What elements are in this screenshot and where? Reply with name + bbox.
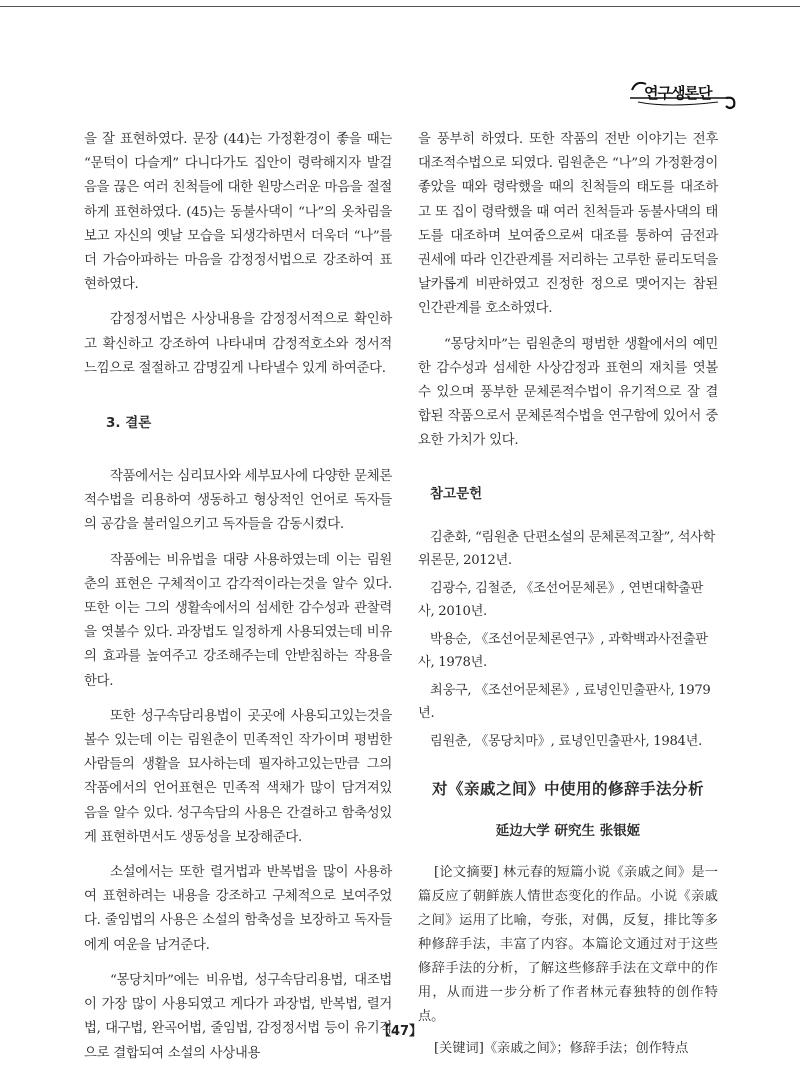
reference-item: 김춘화, “림원춘 단편소설의 문체론적고찰”, 석사학위론문, 2012년. <box>418 529 716 569</box>
reference-item: 림원춘, 《몽당치마》, 료녕인민출판사, 1984년. <box>430 733 702 749</box>
paragraph: “몽당치마”는 림원춘의 평범한 생활에서의 예민한 감수성과 섬세한 사상감정과 표현의 재치를 엿볼수 있으며 풍부한 문체론적수법이 유기적으로 잘 결합된 작품으로서 문체론적수법을 연구함에 있어서 중요한 가치가 있다. <box>418 336 718 449</box>
page-number: 【47】 <box>377 1024 423 1039</box>
chinese-abstract-author: 延边大学 研究生 张银姬 <box>495 823 641 840</box>
logo-text: 연구생론단 <box>644 84 712 102</box>
paragraph: 소설에서는 또한 렬거법과 반복법을 많이 사용하여 표현하려는 내용을 강조하고 구체적으로 보여주었다. 줄임법의 사용은 소설의 함축성을 보장하고 독자들에게 여운을 남겨준다. <box>84 865 392 953</box>
right-column <box>418 128 718 1069</box>
reference-item: 박용순, 《조선어문체론연구》, 과학백과사전출판사, 1978년. <box>418 631 708 671</box>
paragraph: 을 풍부히 하였다. 또한 작품의 전반 이야기는 전후 대조적수법으로 되였다. 림원춘은 “나”의 가정환경이 좋았을 때와 령락했을 때의 친척들의 태도를 대조하고 또 집이 령락했을 때 여러 친척들과 동불사댁의 태도를 대조하며 보여줌으로써 대조를 통하여 금전과 권세에 따라 인간관계를 저리하는 고루한 륜리도덕을 날카롭게 비판하였고 진정한 정으로 맺어지는 참된 인간관계를 호소하였다. <box>418 132 718 317</box>
chinese-abstract-title: 对《亲戚之间》中使用的修辞手法分析 <box>431 779 704 799</box>
section-heading: 3. 결론 <box>106 415 152 432</box>
left-column <box>84 128 392 1077</box>
reference-item: 최웅구, 《조선어문체론》, 료녕인민출판사, 1979년. <box>418 682 711 722</box>
top-rule <box>0 6 800 7</box>
references-heading: 참고문헌 <box>430 485 483 502</box>
paragraph: “몽당치마”에는 비유법, 성구속담리용법, 대조법이 가장 많이 사용되였고 게다가 과장법, 반복법, 렬거법, 대구법, 완곡어법, 줄임법, 감정정서법 등이 유기적으로 결합되여 소설의 사상내용 <box>84 972 392 1061</box>
paragraph: 작품에는 비유법을 대량 사용하였는데 이는 림원춘의 표현은 구체적이고 감각적이라는것을 알수 있다. 또한 이는 그의 생활속에서의 섬세한 감수성과 관찰력을 엿볼수 있다. 과장법도 일정하게 사용되였는데 비유의 효과를 높여주고 강조해주는데 안받침하는 작용을 한다. <box>84 552 392 689</box>
paragraph: 또한 성구속담리용법이 곳곳에 사용되고있는것을 볼수 있는데 이는 림원춘이 민족적인 작가이며 평범한 사람들의 생활을 묘사하는데 필자하고있는만큼 그의 작품에서의 언어표현은 민족적 색채가 많이 담겨져있음을 알수 있다. 성구속담의 사용은 간결하고 함축성있게 표현하면서도 생동성을 보장해준다. <box>84 708 392 845</box>
paragraph: 감정정서법은 사상내용을 감정정서적으로 확인하고 확신하고 강조하여 나타내며 감정적호소와 정서적느낌으로 절절하고 감명깊게 나타낼수 있게 하여준다. <box>84 312 392 376</box>
paragraph: 작품에서는 심리묘사와 세부묘사에 다양한 문체론적수법을 리용하여 생동하고 형상적인 언어로 독자들의 공감을 불러일으키고 독자들을 감동시켰다. <box>84 469 392 533</box>
chinese-abstract: [论文摘要] 林元春的短篇小说《亲戚之间》是一篇反应了朝鲜族人情世态变化的作品。小说《亲戚之间》运用了比喻，夸张，对偶，反复，排比等多种修辞手法，丰富了内容。本篇论文通过对于这些修辞手法的分析，了解这些修辞手法在文章中的作用，从而进一步分析了作者林元春独特的创作特点。 <box>418 865 718 1025</box>
reference-item: 김광수, 김철준, 《조선어문체론》, 연변대학출판사, 2010년. <box>418 580 704 620</box>
journal-logo <box>628 76 740 112</box>
paragraph: 을 잘 표현하였다. 문장 (44)는 가정환경이 좋을 때는 “문턱이 다슬게” 다니다가도 집안이 령락해지자 발걸음을 끊은 여러 친척들에 대한 원망스러운 마음을 절절하게 표현하였다. (45)는 동불사댁이 “나”의 옷차림을 보고 자신의 옛날 모습을 되생각하면서 더욱더 “나”를 더 가슴아파하는 마음을 감정정서법으로 강조하여 표현하였다. <box>84 132 392 293</box>
chinese-keywords: [关键词]《亲戚之间》；修辞手法；创作特点 <box>434 1041 689 1057</box>
